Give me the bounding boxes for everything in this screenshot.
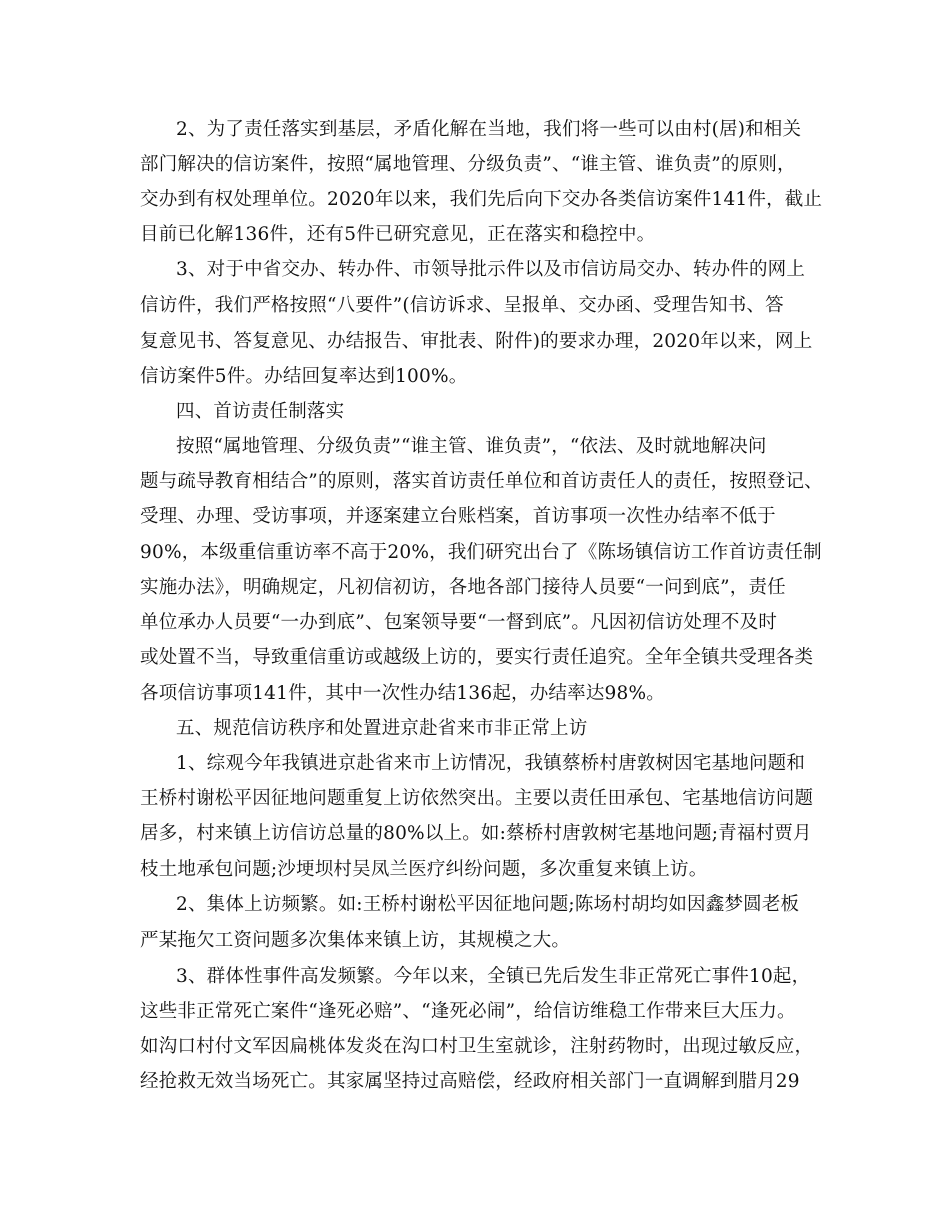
text-line: 目前已化解136件，还有5件已研究意见，正在落实和稳控中。 bbox=[140, 224, 656, 245]
text-line: 或处置不当，导致重信重访或越级上访的，要实行责任追究。全年全镇共受理各类 bbox=[140, 647, 814, 668]
text-line: 题与疏导教育相结合”的原则，落实首访责任单位和首访责任人的责任，按照登记、 bbox=[140, 471, 823, 492]
text-line: 这些非正常死亡案件“逢死必赔”、“逢死必闹”，给信访维稳工作带来巨大压力。 bbox=[140, 1001, 796, 1022]
section-heading: 四、首访责任制落实 bbox=[176, 401, 345, 422]
text-line: 严某拖欠工资问题多次集体来镇上访，其规模之大。 bbox=[140, 930, 571, 951]
text-line: 信访案件5件。办结回复率达到100%。 bbox=[140, 366, 468, 387]
text-line: 枝土地承包问题;沙埂坝村吴凤兰医疗纠纷问题，多次重复来镇上访。 bbox=[140, 859, 708, 880]
text-line: 部门解决的信访案件，按照“属地管理、分级负责”、“谁主管、谁负责”的原则， bbox=[140, 154, 796, 175]
text-line: 2、为了责任落实到基层，矛盾化解在当地，我们将一些可以由村(居)和相关 bbox=[176, 119, 802, 140]
text-line: 信访件，我们严格按照“八要件”(信访诉求、呈报单、交办函、受理告知书、答 bbox=[140, 295, 784, 316]
text-line: 交办到有权处理单位。2020年以来，我们先后向下交办各类信访案件141件，截止 bbox=[140, 189, 823, 210]
section-heading: 五、规范信访秩序和处置进京赴省来市非正常上访 bbox=[176, 718, 588, 739]
text-line: 各项信访事项141件，其中一次性办结136起，办结率达98%。 bbox=[140, 683, 665, 704]
text-line: 王桥村谢松平因征地问题重复上访依然突出。主要以责任田承包、宅基地信访问题 bbox=[140, 788, 814, 809]
text-line: 3、对于中省交办、转办件、市领导批示件以及市信访局交办、转办件的网上 bbox=[176, 259, 806, 280]
text-line: 2、集体上访频繁。如:王桥村谢松平因征地问题;陈场村胡均如因鑫梦圆老板 bbox=[176, 894, 800, 915]
text-line: 实施办法》，明确规定，凡初信初访，各地各部门接待人员要“一问到底”，责任 bbox=[140, 577, 786, 598]
text-line: 如沟口村付文军因扁桃体发炎在沟口村卫生室就诊，注射药物时，出现过敏反应， bbox=[140, 1036, 814, 1057]
text-line: 1、综观今年我镇进京赴省来市上访情况，我镇蔡桥村唐敦树因宅基地问题和 bbox=[176, 753, 806, 774]
text-line: 90%，本级重信重访率不高于20%，我们研究出台了《陈场镇信访工作首访责任制 bbox=[140, 542, 822, 563]
text-line: 按照“属地管理、分级负责”“谁主管、谁负责”，“依法、及时就地解决问 bbox=[176, 436, 767, 457]
text-line: 3、群体性事件高发频繁。今年以来，全镇已先后发生非正常死亡事件10起， bbox=[176, 966, 811, 987]
text-line: 居多，村来镇上访信访总量的80%以上。如:蔡桥村唐敦树宅基地问题;青福村贾月 bbox=[140, 823, 812, 844]
text-line: 单位承办人员要“一办到底”、包案领导要“一督到底”。凡因初信访处理不及时 bbox=[140, 612, 778, 633]
text-line: 受理、办理、受访事项，并逐案建立台账档案，首访事项一次性办结率不低于 bbox=[140, 506, 776, 527]
text-line: 复意见书、答复意见、办结报告、审批表、附件)的要求办理，2020年以来，网上 bbox=[140, 331, 813, 352]
text-line: 经抢救无效当场死亡。其家属坚持过高赔偿，经政府相关部门一直调解到腊月29 bbox=[140, 1071, 800, 1092]
